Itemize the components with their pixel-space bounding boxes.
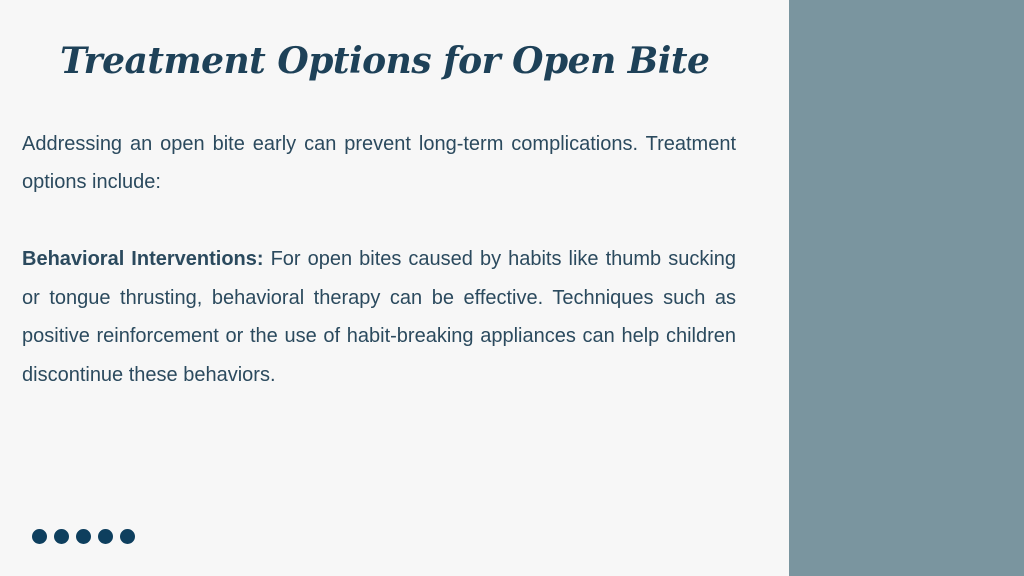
pagination-dot: [54, 529, 69, 544]
pagination-dot: [120, 529, 135, 544]
section-lead: Behavioral Interventions:: [22, 248, 264, 270]
pagination-dot: [76, 529, 91, 544]
pagination-dots: [32, 529, 135, 544]
intro-paragraph: Addressing an open bite early can prevent long-term complications. Treatment options include:: [22, 133, 736, 193]
side-accent-panel: [789, 0, 1024, 576]
section-text: For open bites caused by habits like thumb sucking or tongue thrusting, behavioral therapy can be effective. Techniques such as positive reinforcement or the use of habit-breaking appliances can help children discontinue these behaviors.: [22, 248, 737, 386]
pagination-dot: [98, 529, 113, 544]
pagination-dot: [32, 529, 47, 544]
behavioral-interventions-paragraph: [22, 240, 736, 394]
slide-title: Treatment Options for Open Bite: [60, 40, 710, 82]
